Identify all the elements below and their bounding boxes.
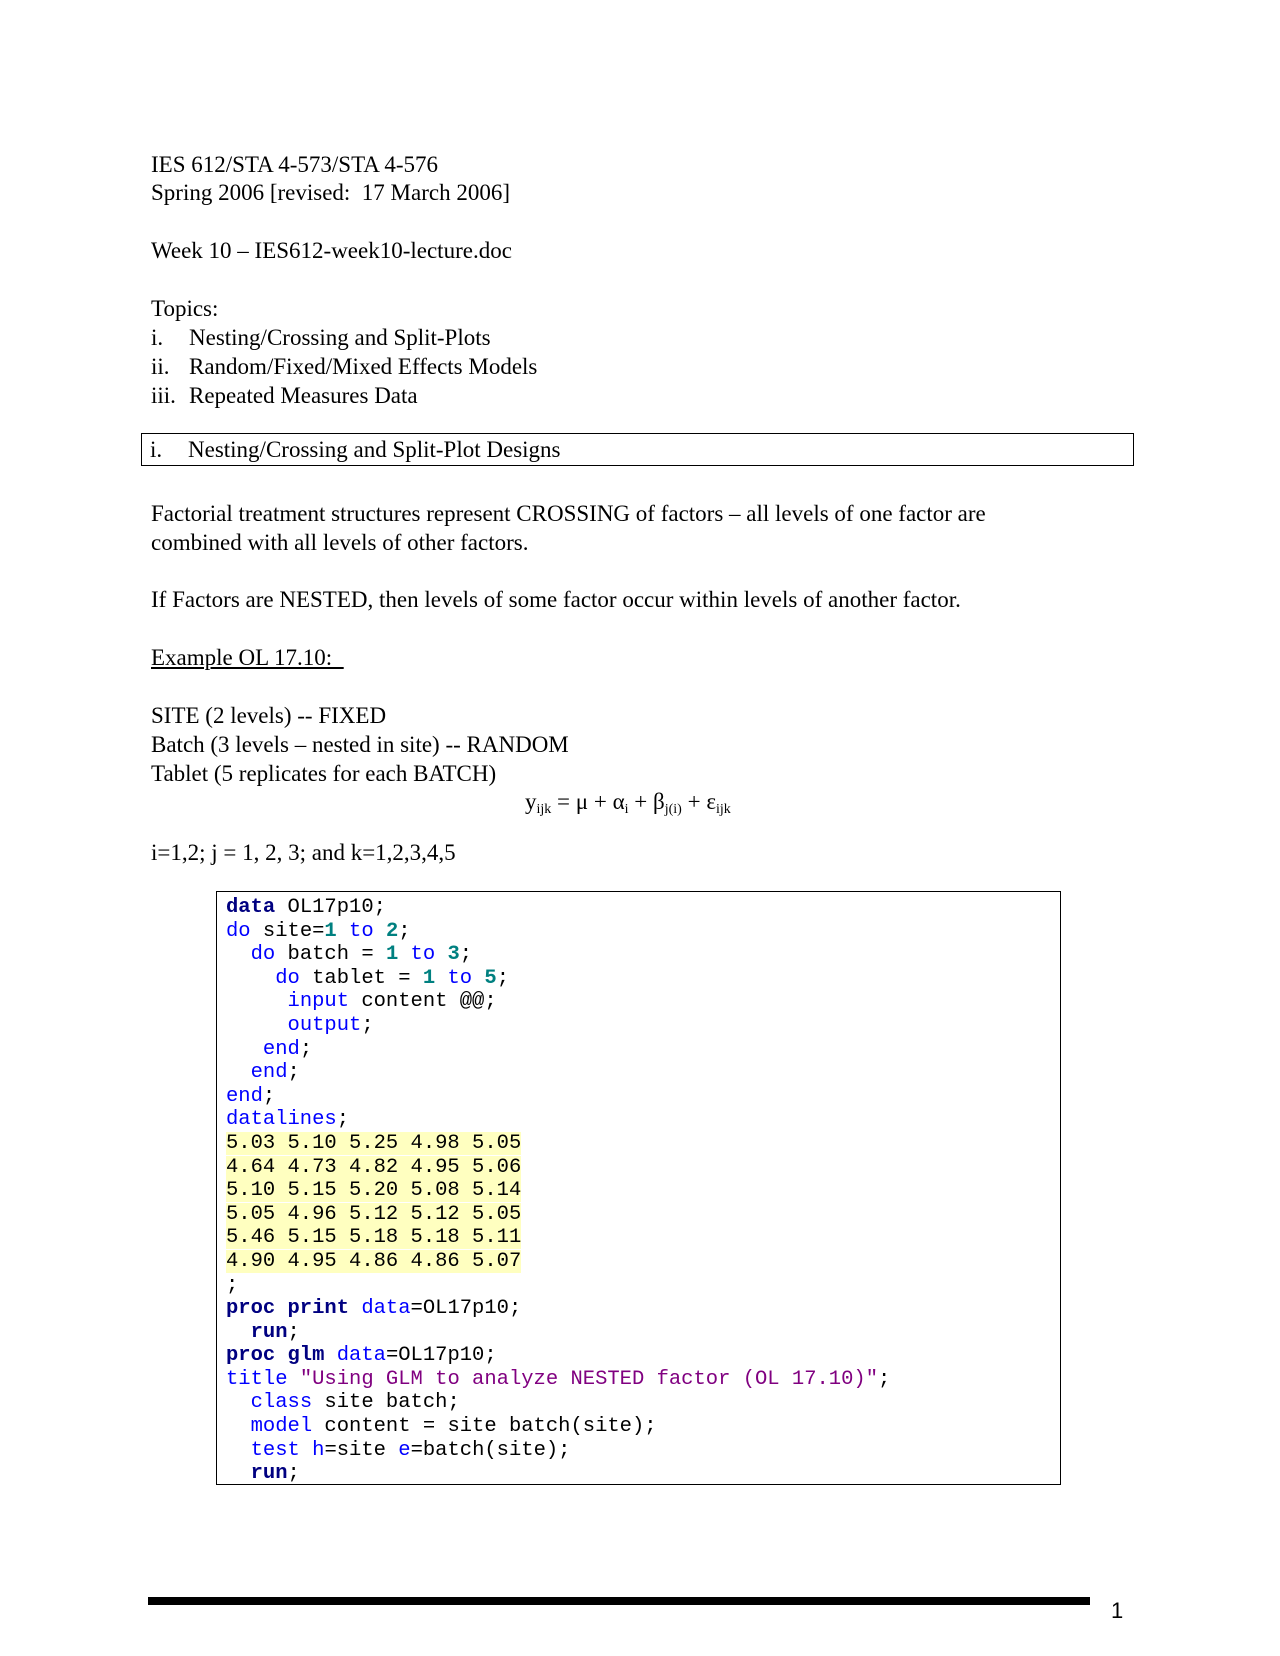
code-keyword: h <box>299 1438 325 1462</box>
code-keyword: data <box>349 1297 411 1321</box>
code-text: ; <box>226 1273 239 1297</box>
code-text: content = site batch(site); <box>312 1415 657 1439</box>
code-keyword: proc glm <box>226 1344 325 1368</box>
example-heading: Example OL 17.10: <box>151 645 344 670</box>
code-text: content @@; <box>349 990 497 1014</box>
code-indent <box>226 1439 251 1462</box>
code-text: OL17p10; <box>275 896 386 919</box>
factor-site: SITE (2 levels) -- FIXED <box>151 703 387 728</box>
code-text: site batch; <box>312 1391 460 1415</box>
code-keyword: end <box>262 1037 300 1061</box>
code-keyword: run <box>250 1320 288 1344</box>
week-line: Week 10 – IES612-week10-lecture.doc <box>151 238 512 263</box>
code-indent <box>226 1321 251 1344</box>
code-number: 1 <box>385 943 399 967</box>
code-keyword: do <box>250 943 276 967</box>
topic-item <box>151 352 537 381</box>
code-keyword: run <box>250 1462 288 1486</box>
code-text: ; <box>287 1061 300 1085</box>
term-line: Spring 2006 [revised: 17 March 2006] <box>151 180 510 205</box>
code-keyword: input <box>287 990 350 1014</box>
code-indent <box>226 1462 251 1485</box>
code-text: ; <box>262 1084 276 1108</box>
topic-number: i. <box>151 325 164 350</box>
code-keyword: to <box>336 919 386 943</box>
code-indent <box>226 1391 251 1414</box>
code-keyword: do <box>275 966 300 990</box>
section-title: Nesting/Crossing and Split-Plot Designs <box>188 437 561 462</box>
data-line: 5.05 4.96 5.12 5.12 5.05 <box>226 1202 522 1226</box>
topic-number: iii. <box>151 383 176 408</box>
course-line: IES 612/STA 4-573/STA 4-576 <box>151 152 439 177</box>
formula-epsilon-sub: ijk <box>716 802 731 817</box>
data-line: 4.90 4.95 4.86 4.86 5.07 <box>226 1249 522 1273</box>
page-number: 1 <box>1111 1598 1124 1623</box>
code-keyword: end <box>250 1061 288 1085</box>
code-text: batch = <box>275 943 386 967</box>
code-text: =OL17p10; <box>385 1344 497 1368</box>
code-text: ; <box>287 1320 300 1344</box>
code-number: 1 <box>422 966 436 990</box>
formula-plus: + <box>681 789 707 814</box>
formula-beta: β <box>653 789 665 814</box>
code-text: ; <box>398 919 411 943</box>
paragraph-nested: If Factors are NESTED, then levels of some factor occur within levels of another factor. <box>151 587 961 612</box>
code-text: ; <box>496 966 510 990</box>
code-indent <box>226 990 288 1013</box>
code-text: tablet = <box>299 966 423 990</box>
code-indent <box>226 967 275 990</box>
topic-label: Random/Fixed/Mixed Effects Models <box>189 354 538 379</box>
footer-rule <box>148 1597 1090 1605</box>
formula-y-sub: ijk <box>536 802 552 817</box>
code-keyword: proc print <box>226 1297 350 1321</box>
data-line: 5.10 5.15 5.20 5.08 5.14 <box>226 1179 522 1203</box>
section-heading <box>150 435 561 464</box>
factor-tablet: Tablet (5 replicates for each BATCH) <box>151 761 497 786</box>
code-keyword: data <box>324 1344 386 1368</box>
code-text: ; <box>336 1108 350 1132</box>
topic-label: Repeated Measures Data <box>189 383 418 408</box>
formula-y: y <box>525 789 537 814</box>
paragraph-crossing-line1: Factorial treatment structures represent CROSSING of factors – all levels of one factor are <box>151 501 986 526</box>
code-indent <box>226 943 251 966</box>
data-line: 5.03 5.10 5.25 4.98 5.05 <box>226 1131 522 1155</box>
code-indent <box>226 1014 288 1037</box>
topics-heading: Topics: <box>151 296 219 321</box>
index-ranges: i=1,2; j = 1, 2, 3; and k=1,2,3,4,5 <box>151 840 456 865</box>
sas-code <box>226 896 890 1486</box>
code-text: site= <box>250 919 325 943</box>
topic-label: Nesting/Crossing and Split-Plots <box>189 325 491 350</box>
code-number: 2 <box>385 919 399 943</box>
factor-batch: Batch (3 levels – nested in site) -- RANDOM <box>151 732 569 757</box>
formula-plus: + <box>628 789 654 814</box>
code-indent <box>226 1038 263 1061</box>
code-keyword: class <box>250 1391 313 1415</box>
model-formula <box>525 787 731 824</box>
code-keyword: data <box>226 896 276 919</box>
code-keyword: model <box>250 1415 313 1439</box>
section-heading-box <box>141 433 1134 466</box>
paragraph-crossing-line2: combined with all levels of other factors. <box>151 530 529 555</box>
formula-epsilon: ε <box>706 789 716 814</box>
code-text: ; <box>361 1013 374 1037</box>
code-text: =site <box>324 1438 399 1462</box>
data-line: 5.46 5.15 5.18 5.18 5.11 <box>226 1226 522 1250</box>
formula-alpha: α <box>612 789 625 814</box>
code-keyword: to <box>435 966 485 990</box>
formula-mu: μ <box>575 789 589 814</box>
code-indent <box>226 1415 251 1438</box>
topic-item <box>151 381 418 410</box>
code-number: 1 <box>324 919 337 943</box>
sas-code-box <box>216 891 1061 1485</box>
data-line: 4.64 4.73 4.82 4.95 5.06 <box>226 1155 522 1179</box>
formula-beta-sub: j(i) <box>664 802 682 817</box>
formula-plus: + <box>588 789 613 814</box>
code-indent <box>226 1061 251 1084</box>
code-number: 3 <box>447 943 460 967</box>
formula-alpha-sub: i <box>624 802 629 817</box>
code-keyword: test <box>250 1438 300 1462</box>
topic-item <box>151 323 491 352</box>
code-keyword: to <box>398 943 448 967</box>
code-text: ; <box>299 1037 313 1061</box>
code-text: ; <box>287 1462 300 1486</box>
code-text: =batch(site); <box>410 1438 571 1462</box>
code-text: ; <box>459 943 473 967</box>
code-string: "Using GLM to analyze NESTED factor (OL 17.10)" <box>287 1367 879 1391</box>
code-keyword: end <box>226 1084 263 1108</box>
code-keyword: title <box>226 1367 288 1391</box>
code-keyword: do <box>226 919 251 943</box>
code-text: ; <box>878 1367 891 1391</box>
code-keyword: datalines <box>226 1108 337 1132</box>
code-keyword: output <box>287 1013 362 1037</box>
formula-equals: = <box>551 789 576 814</box>
code-number: 5 <box>484 966 497 990</box>
code-keyword: e <box>398 1438 411 1462</box>
section-number: i. <box>150 437 163 462</box>
code-text: =OL17p10; <box>410 1297 522 1321</box>
topic-number: ii. <box>151 354 170 379</box>
